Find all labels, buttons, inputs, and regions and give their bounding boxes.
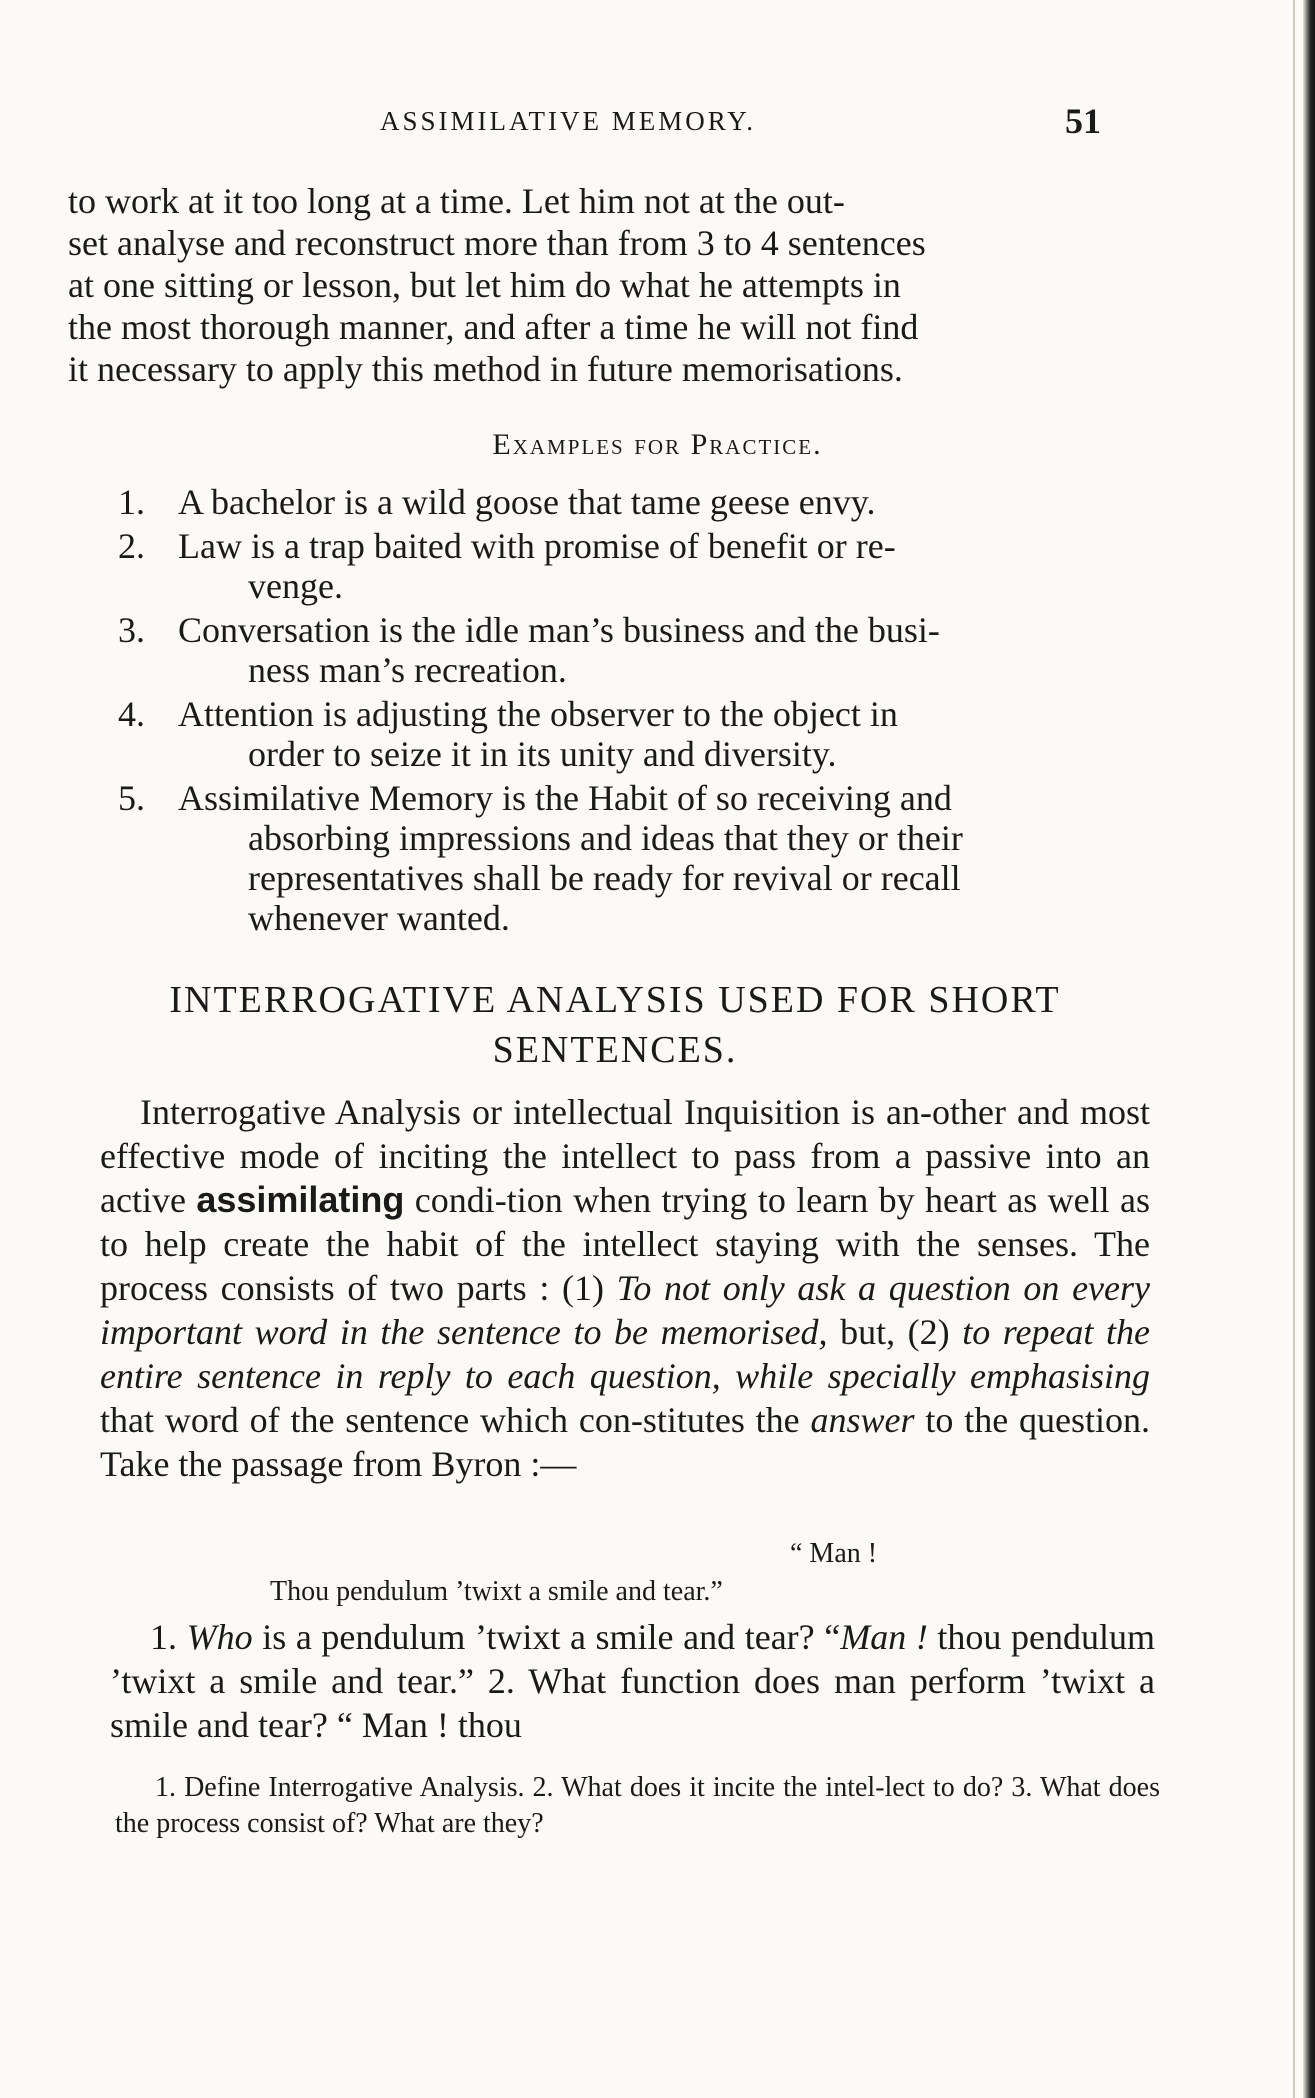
examples-heading bbox=[0, 428, 1315, 462]
item-text: Assimilative Memory is the Habit of so receiving and bbox=[178, 778, 952, 818]
italic-run: answer bbox=[810, 1400, 915, 1440]
page-number: 51 bbox=[1065, 101, 1101, 141]
item-text: order to seize it in its unity and diversity. bbox=[248, 734, 837, 774]
section-paragraph bbox=[100, 1090, 1150, 1486]
text-run: 1. bbox=[150, 1617, 187, 1657]
italic-run: to repeat the entire sentence in reply to each question, while specially emphasising bbox=[100, 1312, 1150, 1396]
section-title bbox=[95, 975, 1135, 1075]
item-number: 1. bbox=[118, 482, 145, 522]
intro-line: at one sitting or lesson, but let him do what he attempts in bbox=[68, 265, 901, 305]
item-text: Law is a trap baited with promise of benefit or re- bbox=[178, 526, 896, 566]
list-item bbox=[118, 778, 1138, 938]
item-number: 2. bbox=[118, 526, 145, 566]
footnote: 1. Define Interrogative Analysis. 2. What does it incite the intel-lect to do? 3. What does the process consist of? What are they? bbox=[115, 1772, 1160, 1839]
italic-run: Who bbox=[186, 1617, 253, 1657]
italic-run: Man ! bbox=[840, 1617, 928, 1657]
list-item bbox=[118, 610, 1138, 690]
examples-heading-text: Examples for Practice. bbox=[492, 428, 823, 461]
item-text: venge. bbox=[248, 566, 343, 606]
text-run: thou pendulum ’twixt a smile and tear.” 2. What function does man perform ’twixt a smile and tear? “ Man ! thou bbox=[110, 1617, 1156, 1745]
bold-term: assimilating bbox=[196, 1179, 405, 1220]
page-header bbox=[100, 100, 1150, 150]
item-text: A bachelor is a wild goose that tame geese envy. bbox=[178, 482, 876, 522]
intro-line: to work at it too long at a time. Let him not at the out- bbox=[68, 181, 845, 221]
item-text: Conversation is the idle man’s business and the busi- bbox=[178, 610, 940, 650]
text-run: condi-tion when trying to learn by heart as well as to help create the habit of the intellect staying with the senses. The process consists of two parts : (1) bbox=[100, 1180, 1150, 1308]
intro-line: the most thorough manner, and after a time he will not find bbox=[68, 307, 919, 347]
item-number: 3. bbox=[118, 610, 145, 650]
item-text: absorbing impressions and ideas that they or their bbox=[248, 818, 963, 858]
list-item bbox=[118, 526, 1138, 606]
text-run: but, (2) bbox=[827, 1312, 963, 1352]
text-run: Interrogative Analysis or intellectual Inquisition is an-other and most effective mode of inciting the intellect to pass from a passive into an active bbox=[100, 1092, 1150, 1220]
verse-line: “ Man ! bbox=[790, 1538, 878, 1569]
item-text: Attention is adjusting the observer to the object in bbox=[178, 694, 898, 734]
list-item bbox=[118, 694, 1138, 774]
intro-line: set analyse and reconstruct more than from 3 to 4 sentences bbox=[68, 223, 926, 263]
italic-run: To not only ask a question on every important word in the sentence to be memorised, bbox=[100, 1268, 1150, 1352]
list-item bbox=[118, 482, 1138, 522]
item-text: representatives shall be ready for revival or recall bbox=[248, 858, 961, 898]
verse-line: Thou pendulum ’twixt a smile and tear.” bbox=[270, 1576, 723, 1607]
page-edge-shadow bbox=[1303, 0, 1315, 2098]
running-title: ASSIMILATIVE MEMORY. bbox=[380, 106, 757, 136]
intro-line: it necessary to apply this method in future memorisations. bbox=[68, 349, 903, 389]
text-run: that word of the sentence which con-stitutes the bbox=[100, 1400, 811, 1440]
qa-paragraph bbox=[110, 1615, 1155, 1747]
item-text: whenever wanted. bbox=[248, 898, 510, 938]
text-run: to the question. Take the passage from Byron :— bbox=[100, 1400, 1151, 1484]
intro-paragraph bbox=[68, 180, 1118, 390]
text-run: is a pendulum ’twixt a smile and tear? “ bbox=[252, 1617, 841, 1657]
section-title-line: INTERROGATIVE ANALYSIS USED FOR SHORT bbox=[169, 979, 1061, 1021]
examples-list bbox=[118, 482, 1138, 942]
section-title-line: SENTENCES. bbox=[492, 1029, 738, 1071]
item-number: 4. bbox=[118, 694, 145, 734]
item-text: ness man’s recreation. bbox=[248, 650, 567, 690]
page-edge-line bbox=[1293, 0, 1295, 2098]
item-number: 5. bbox=[118, 778, 145, 818]
